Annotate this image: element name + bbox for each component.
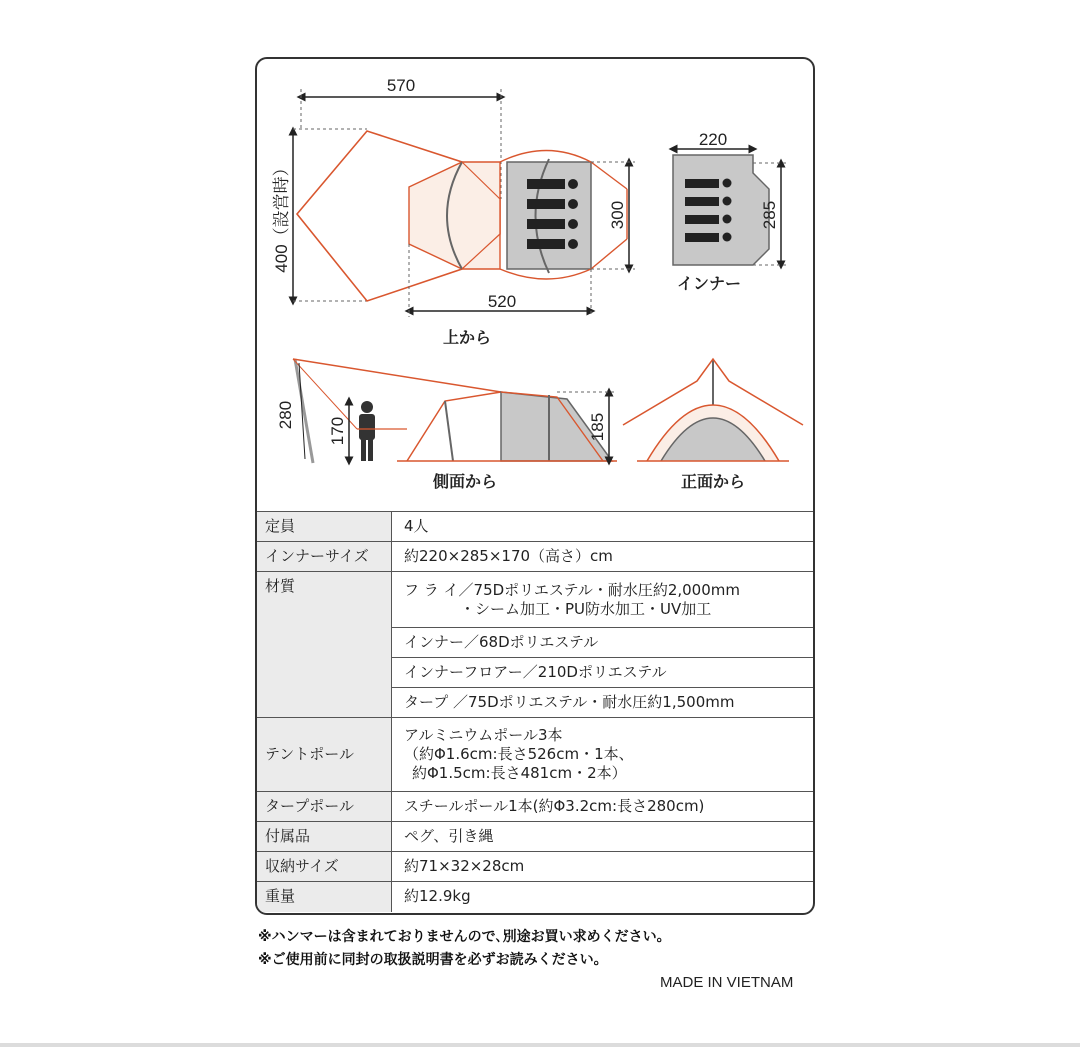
spec-value: 4人 (392, 512, 814, 542)
person-silhouette-icon (359, 401, 375, 461)
spec-value: スチールポール1本(約Φ3.2cm:長さ280cm) (392, 792, 814, 822)
front-view (623, 359, 803, 491)
dim-top-length: 520 (487, 292, 517, 311)
dim-top-depth: 300 (608, 200, 627, 230)
table-row (257, 852, 813, 882)
top-view (272, 76, 635, 347)
dim-side-pole: 280 (276, 400, 295, 430)
spec-value: インナー／68Dポリエステル (392, 628, 814, 658)
note-hammer: ※ハンマーは含まれておりませんので､別途お買い求めください。 (258, 929, 671, 945)
tent-pole-line2: （約Φ1.6cm:長さ526cm・1本、 (404, 745, 634, 763)
spec-key: 付属品 (257, 822, 392, 852)
dim-inner-depth: 285 (760, 200, 779, 230)
spec-table (257, 511, 813, 912)
spec-key: 材質 (257, 572, 392, 718)
spec-value: インナーフロアー／210Dポリエステル (392, 658, 814, 688)
spec-card (255, 57, 815, 915)
label-inner: インナー (676, 274, 742, 293)
made-in-label: MADE IN VIETNAM (660, 974, 794, 991)
label-front-view: 正面から (680, 472, 746, 491)
spec-key: インナーサイズ (257, 542, 392, 572)
spec-value: 約220×285×170（高さ）cm (392, 542, 814, 572)
note-manual: ※ご使用前に同封の取扱説明書を必ずお読みください。 (258, 952, 608, 968)
spec-value: 約71×32×28cm (392, 852, 814, 882)
spec-value (392, 718, 814, 792)
table-row (257, 882, 813, 912)
tent-pole-line3: 約Φ1.5cm:長さ481cm・2本） (412, 764, 627, 782)
dim-top-height: 400（設営時） (272, 159, 291, 273)
table-row (257, 718, 813, 792)
spec-value: タープ ／75Dポリエステル・耐水圧約1,500mm (392, 688, 814, 718)
tent-pole-line1: アルミニウムポール3本 (404, 726, 563, 744)
bottom-divider (0, 1043, 1080, 1047)
inner-view (673, 130, 787, 293)
spec-key: テントポール (257, 718, 392, 792)
table-row (257, 542, 813, 572)
dim-side-person: 170 (328, 416, 347, 446)
material-fly-line2: ・シーム加工・PU防水加工・UV加工 (460, 599, 712, 618)
dim-top-width: 570 (386, 76, 416, 95)
spec-key: 定員 (257, 512, 392, 542)
spec-value: ペグ、引き縄 (392, 822, 814, 852)
spec-value (392, 572, 814, 628)
table-row (257, 512, 813, 542)
dim-side-height: 185 (588, 412, 607, 442)
spec-key: タープポール (257, 792, 392, 822)
side-view (276, 359, 617, 491)
material-fly-line1: フ ラ イ／75Dポリエステル・耐水圧約2,000mm (404, 580, 740, 599)
spec-key: 収納サイズ (257, 852, 392, 882)
spec-key: 重量 (257, 882, 392, 912)
table-row (257, 572, 813, 628)
tent-diagram (257, 59, 813, 511)
table-row (257, 822, 813, 852)
label-top-view: 上から (442, 328, 492, 347)
dim-inner-width: 220 (698, 130, 728, 149)
spec-value: 約12.9kg (392, 882, 814, 912)
label-side-view: 側面から (432, 472, 498, 491)
table-row (257, 792, 813, 822)
